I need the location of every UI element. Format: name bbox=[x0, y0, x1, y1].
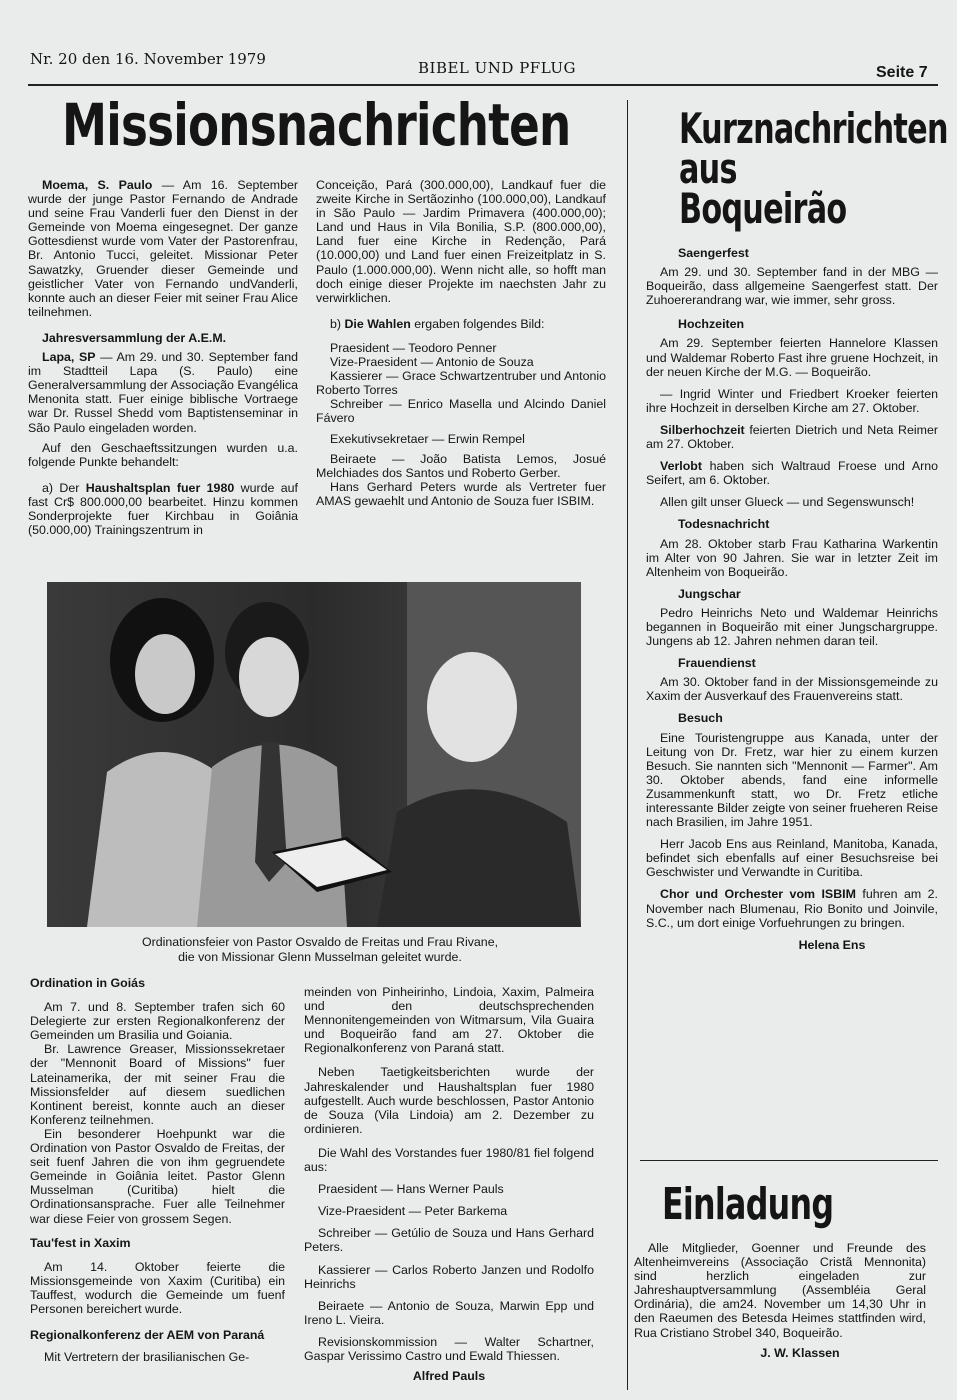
paragraph: Am 14. Oktober feierte die Missionsgemeinde von Xaxim (Curitiba) ein Tauffest, wodurch die Gemeinde um fuenf Personen bereichert wurde. bbox=[30, 1259, 285, 1316]
verlobt: Verlobt haben sich Waltraud Froese und Arno Seifert, am 6. Oktober. bbox=[646, 459, 938, 488]
main-column-4 bbox=[304, 985, 594, 1389]
side-heading-besuch: Besuch bbox=[678, 711, 723, 726]
list-item: Praesident — Hans Werner Pauls bbox=[318, 1182, 504, 1197]
newspaper-name: BIBEL UND PFLUG bbox=[418, 59, 576, 77]
list-item: Praesident — Teodoro Penner bbox=[330, 340, 497, 355]
paragraph: Ein besonderer Hoehpunkt war die Ordination von Pastor Osvaldo de Freitas, der seit fuenf Jahren die von ihm gegruendete Gemeinde in Goiânia leitet. Pastor Glenn Musselman (Curitiba) hielt die Ordinationsansprache. Fuer alle Teilnehmer war diese Feier von grossem Segen. bbox=[30, 1126, 285, 1226]
side-column bbox=[646, 246, 938, 958]
paragraph: Eine Touristengruppe aus Kanada, unter der Leitung von Dr. Fretz, war hier zu einem kurzen Besuch. Sie nannten sich "Mennonit — Farmer". Am 30. Oktober abends, fand eine informelle Zusammenkunft statt, wo Dr. Fretz etliche interessante Bilder zeigte von seiner frueheren Reise nach Brasilien, im Jahre 1951. bbox=[646, 730, 938, 830]
issue-date: Nr. 20 den 16. November 1979 bbox=[30, 50, 266, 68]
section-heading-aem: Jahresversammlung der A.E.M. bbox=[42, 330, 227, 345]
paragraph: Am 29. September feierten Hannelore Klassen und Waldemar Roberto Fast ihre gruene Hochzeit, in der neuen Kirche der M.G. — Boqueirão. bbox=[646, 336, 938, 379]
paragraph: Br. Lawrence Greaser, Missionssekretaer der "Mennonit Board of Missions" fuer Lateinamerika, der mit seiner Frau die Missionsfelder auf diesem suedlichen Kontinent bereist, konnte auch an dieser Konferenz teilnehmen. bbox=[30, 1042, 285, 1127]
side-heading-saengerfest: Saengerfest bbox=[678, 246, 749, 260]
paragraph: Hans Gerhard Peters wurde als Vertreter fuer AMAS gewaehlt und Antonio de Souza fuer ISBIM. bbox=[316, 479, 606, 508]
paragraph: Conceição, Pará (300.000,00), Landkauf fuer die zweite Kirche in Sertãozinho (100.000,00), Landkauf in São Paulo — Jardim Primavera (400.000,00); Land und Haus in Vila Bonilia, S.P. (800.000,00), Land fuer eine Kirche in Redenção, Pará (10.000,00) und Land fuer einen Freizeitplatz in S. Paulo (1.000.000,00). Wenn nicht alle, so hofft man doch einige dieser Projekte im naechsten Jahr zu verwirklichen. bbox=[316, 178, 606, 305]
paragraph: Am 29. und 30. September fand in der MBG — Boqueirão, dass allgemeine Saengerfest statt. Der Zuhoererandrang war, wie immer, sehr gross. bbox=[646, 265, 938, 308]
ordination-photo bbox=[47, 582, 581, 927]
paragraph: Am 30. Oktober fand in der Missionsgemeinde zu Xaxim der Ausverkauf des Frauenvereins statt. bbox=[646, 675, 938, 704]
paragraph: Herr Jacob Ens aus Reinland, Manitoba, Kanada, befindet sich ebenfalls auf einer Besuchsreise bei Geschwister und Verwandte in Curitiba. bbox=[646, 837, 938, 880]
section-heading-goias: Ordination in Goiás bbox=[30, 976, 145, 990]
paragraph: Neben Taetigkeitsberichten wurde der Jahreskalender und Haushaltsplan fuer 1980 aufgestellt. Auch wurde beschlossen, Pastor Antonio de Souza (Vila Lindoia) am 2. Dezember zu ordinieren. bbox=[304, 1065, 594, 1136]
side-heading-jungschar: Jungschar bbox=[678, 586, 741, 601]
photo-caption bbox=[60, 935, 580, 965]
side-heading-hochzeiten: Hochzeiten bbox=[678, 317, 745, 332]
list-item: Kassierer — Grace Schwartzentruber und Antonio Roberto Torres bbox=[316, 369, 606, 398]
paragraph: Die Wahl des Vorstandes fuer 1980/81 fiel folgend aus: bbox=[304, 1145, 594, 1175]
section-heading-parana: Regionalkonferenz der AEM von Paraná bbox=[30, 1328, 265, 1343]
article-budget: a) Der Haushaltsplan fuer 1980 wurde auf fast Cr$ 800.000,00 bearbeitet. Hinzu kommen Sonderprojekte fuer Kirchbau in Goiânia (50.000,00) Trainingszentrum in bbox=[28, 480, 298, 538]
side-heading-frauendienst: Frauendienst bbox=[678, 656, 756, 671]
paragraph: Auf den Geschaeftssitzungen wurden u.a. folgende Punkte behandelt: bbox=[28, 440, 298, 469]
elections-intro: b) Die Wahlen ergaben folgendes Bild: bbox=[330, 316, 545, 331]
side-heading-todesnachricht: Todesnachricht bbox=[678, 517, 770, 532]
side-headline-line3: Boqueirão bbox=[679, 184, 847, 233]
einladung-headline: Einladung bbox=[662, 1179, 834, 1230]
list-item: Schreiber — Enrico Masella und Alcindo Daniel Fávero bbox=[316, 397, 606, 426]
paragraph: Am 28. Oktober starb Frau Katharina Warkentin im Alter von 90 Jahren. Sie war in letzter Zeit im Altenheim von Boqueirão. bbox=[646, 536, 938, 579]
paragraph: Mit Vertretern der brasilianischen Ge- bbox=[44, 1350, 250, 1365]
section-heading-xaxim: Tau'fest in Xaxim bbox=[30, 1235, 131, 1250]
main-column-3 bbox=[30, 976, 285, 1370]
article-moema: Moema, S. Paulo — Am 16. September wurde der junge Pastor Fernando de Andrade und seine Frau Vanderli fuer den Dienst in der Gemeinde von Moema eingesegnet. Der ganze Gottesdienst wurde vom Vater der Pastorenfrau, Br. Antonio Tucci, geleitet. Missionar Peter Sawatzky, Gruender dieser Gemeinde und geistlicher Vater von Fernando undVanderli, konnte auch an dieser Feier mit seiner Frau Alice teilnehmen. bbox=[28, 178, 298, 319]
side-headline-line1: Kurznachrichten bbox=[679, 104, 948, 153]
list-item: Exekutivsekretaer — Erwin Rempel bbox=[330, 431, 525, 446]
main-column-2 bbox=[316, 178, 606, 514]
side-headline-line2: aus bbox=[679, 144, 737, 193]
side-author-signature: Helena Ens bbox=[798, 937, 866, 952]
paragraph: meinden von Pinheirinho, Lindoia, Xaxim, Palmeira und den deutschsprechenden Mennonitengemeinden von Witmarsum, Vila Guaira und Boqueirão fand am 27. Oktober die Regionalkonferenz von Paraná statt. bbox=[304, 985, 594, 1056]
caption-line: die von Missionar Glenn Musselman geleitet wurde. bbox=[178, 950, 462, 964]
paragraph: Pedro Heinrichs Neto und Waldemar Heinrichs begannen in Boqueirão mit einer Jungschargruppe. Jungens ab 12. Jahren nehmen daran teil. bbox=[646, 605, 938, 649]
list-item: Vize-Praesident — Antonio de Souza bbox=[330, 355, 534, 370]
paragraph: Allen gilt unser Glueck — und Segenswunsch! bbox=[660, 495, 915, 510]
chor-orchester: Chor und Orchester vom ISBIM fuhren am 2. November nach Blumenau, Rio Bonito und Joinvile, S.C., um dort einige Vorfuehrungen zu bringen. bbox=[646, 887, 938, 930]
main-headline: Missionsnachrichten bbox=[62, 91, 571, 159]
list-item: Schreiber — Getúlio de Souza und Hans Gerhard Peters. bbox=[304, 1226, 594, 1255]
einladung-box bbox=[634, 1241, 926, 1366]
list-item: Revisionskommission — Walter Schartner, Gaspar Verissimo Castro und Ewald Thiessen. bbox=[304, 1334, 594, 1363]
author-signature: Alfred Pauls bbox=[412, 1369, 486, 1384]
paragraph: — Ingrid Winter und Friedbert Kroeker feierten ihre Hochzeit in derselben Kirche am 27. Oktober. bbox=[646, 386, 938, 415]
list-item: Vize-Praesident — Peter Barkema bbox=[318, 1204, 508, 1219]
article-lapa: Lapa, SP — Am 29. und 30. September fand im Stadtteil Lapa (S. Paulo) eine Generalversammlung der Associação Evangélica Menonita statt. Fuer einige biblische Vortraege war Dr. Russel Shedd vom Baptistenseminar in São Paulo eingeladen worden. bbox=[28, 350, 298, 435]
paragraph: Am 7. und 8. September trafen sich 60 Delegierte zur ersten Regionalkonferenz der Gemeinden um Brasilia und Goiania. bbox=[30, 1000, 285, 1043]
list-item: Beiraete — João Batista Lemos, Josué Melchiades dos Santos und Roberto Gerber. bbox=[316, 451, 606, 480]
header-rule bbox=[28, 84, 938, 86]
caption-line: Ordinationsfeier von Pastor Osvaldo de Freitas und Frau Rivane, bbox=[141, 935, 499, 949]
silberhochzeit: Silberhochzeit feierten Dietrich und Neta Reimer am 27. Oktober. bbox=[646, 422, 938, 452]
photo-image bbox=[47, 582, 581, 927]
list-item: Kassierer — Carlos Roberto Janzen und Rodolfo Heinrichs bbox=[304, 1262, 594, 1291]
einladung-rule bbox=[640, 1160, 938, 1161]
einladung-signature: J. W. Klassen bbox=[760, 1345, 840, 1360]
paragraph: Alle Mitglieder, Goenner und Freunde des Altenheimvereins (Associação Cristã Mennonita) sind herzlich eingeladen zur Jahreshauptversammlung (Assembléia Geral Ordinária), die am24. November um 14,30 Uhr in den Raeumen des Betesda Heimes stattfinden wird, Rua Cristiano Strobel 340, Boqueirão. bbox=[634, 1241, 926, 1340]
main-column-1 bbox=[28, 178, 298, 543]
page-number: Seite 7 bbox=[876, 64, 928, 81]
list-item: Beiraete — Antonio de Souza, Marwin Epp und Ireno L. Vieira. bbox=[304, 1298, 594, 1327]
column-divider bbox=[627, 100, 628, 1390]
